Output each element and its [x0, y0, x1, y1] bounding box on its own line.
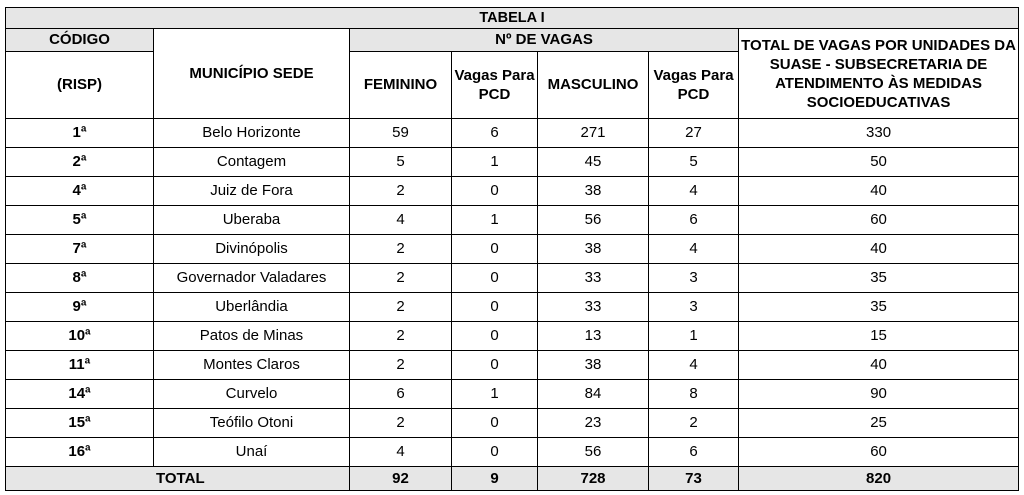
cell-pcd-feminino: 0: [452, 438, 538, 467]
cell-pcd-masculino: 3: [649, 264, 739, 293]
vacancies-table: [5, 7, 1019, 491]
header-vagas-group: Nº DE VAGAS: [350, 29, 739, 52]
cell-municipio: Divinópolis: [154, 235, 350, 264]
total-masculino: 728: [538, 467, 649, 491]
header-risp: (RISP): [6, 52, 154, 119]
cell-feminino: 59: [350, 119, 452, 148]
cell-municipio: Unaí: [154, 438, 350, 467]
cell-pcd-masculino: 27: [649, 119, 739, 148]
total-pcd-feminino: 9: [452, 467, 538, 491]
cell-municipio: Montes Claros: [154, 351, 350, 380]
cell-pcd-feminino: 0: [452, 177, 538, 206]
header-pcd-masculino: Vagas Para PCD: [649, 52, 739, 119]
cell-pcd-masculino: 3: [649, 293, 739, 322]
cell-pcd-feminino: 1: [452, 380, 538, 409]
table-row: [6, 438, 1019, 467]
header-total-vagas: TOTAL DE VAGAS POR UNIDADES DA SUASE - SUBSECRETARIA DE ATENDIMENTO ÀS MEDIDAS SOCIOEDUCATIVAS: [739, 29, 1019, 119]
cell-municipio: Teófilo Otoni: [154, 409, 350, 438]
cell-feminino: 5: [350, 148, 452, 177]
total-feminino: 92: [350, 467, 452, 491]
cell-masculino: 33: [538, 293, 649, 322]
table-row: [6, 235, 1019, 264]
cell-codigo: 10ª: [6, 322, 154, 351]
cell-masculino: 38: [538, 351, 649, 380]
cell-total: 25: [739, 409, 1019, 438]
cell-masculino: 38: [538, 235, 649, 264]
cell-codigo: 2ª: [6, 148, 154, 177]
cell-codigo: 11ª: [6, 351, 154, 380]
cell-municipio: Belo Horizonte: [154, 119, 350, 148]
header-feminino: FEMININO: [350, 52, 452, 119]
table-row: [6, 380, 1019, 409]
cell-feminino: 2: [350, 322, 452, 351]
cell-codigo: 14ª: [6, 380, 154, 409]
table-row: [6, 119, 1019, 148]
cell-pcd-masculino: 5: [649, 148, 739, 177]
cell-municipio: Governador Valadares: [154, 264, 350, 293]
header-masculino: MASCULINO: [538, 52, 649, 119]
cell-masculino: 13: [538, 322, 649, 351]
cell-total: 60: [739, 206, 1019, 235]
cell-total: 40: [739, 351, 1019, 380]
cell-pcd-feminino: 1: [452, 148, 538, 177]
cell-feminino: 6: [350, 380, 452, 409]
table-row: [6, 148, 1019, 177]
header-codigo: CÓDIGO: [6, 29, 154, 52]
cell-masculino: 56: [538, 206, 649, 235]
cell-codigo: 15ª: [6, 409, 154, 438]
cell-total: 60: [739, 438, 1019, 467]
total-pcd-masculino: 73: [649, 467, 739, 491]
total-geral: 820: [739, 467, 1019, 491]
cell-pcd-feminino: 0: [452, 264, 538, 293]
cell-masculino: 56: [538, 438, 649, 467]
cell-pcd-feminino: 1: [452, 206, 538, 235]
cell-municipio: Uberlândia: [154, 293, 350, 322]
cell-pcd-feminino: 0: [452, 409, 538, 438]
cell-masculino: 38: [538, 177, 649, 206]
total-label: TOTAL: [6, 467, 350, 491]
cell-feminino: 4: [350, 206, 452, 235]
cell-masculino: 45: [538, 148, 649, 177]
cell-codigo: 8ª: [6, 264, 154, 293]
cell-total: 40: [739, 177, 1019, 206]
cell-feminino: 4: [350, 438, 452, 467]
cell-total: 35: [739, 264, 1019, 293]
cell-pcd-masculino: 6: [649, 206, 739, 235]
table-title: TABELA I: [6, 8, 1019, 29]
cell-masculino: 23: [538, 409, 649, 438]
cell-total: 15: [739, 322, 1019, 351]
cell-feminino: 2: [350, 177, 452, 206]
table-row: [6, 264, 1019, 293]
cell-pcd-feminino: 0: [452, 293, 538, 322]
table-body: [6, 119, 1019, 467]
cell-pcd-masculino: 4: [649, 235, 739, 264]
header-pcd-feminino: Vagas Para PCD: [452, 52, 538, 119]
cell-municipio: Patos de Minas: [154, 322, 350, 351]
table-row: [6, 351, 1019, 380]
cell-masculino: 33: [538, 264, 649, 293]
cell-total: 50: [739, 148, 1019, 177]
cell-pcd-masculino: 1: [649, 322, 739, 351]
cell-pcd-masculino: 4: [649, 177, 739, 206]
header-municipio: MUNICÍPIO SEDE: [154, 29, 350, 119]
cell-codigo: 1ª: [6, 119, 154, 148]
table-row: [6, 409, 1019, 438]
cell-total: 40: [739, 235, 1019, 264]
cell-municipio: Uberaba: [154, 206, 350, 235]
cell-pcd-masculino: 6: [649, 438, 739, 467]
table-row: [6, 206, 1019, 235]
cell-pcd-masculino: 2: [649, 409, 739, 438]
cell-masculino: 271: [538, 119, 649, 148]
cell-pcd-feminino: 0: [452, 322, 538, 351]
cell-pcd-masculino: 8: [649, 380, 739, 409]
cell-municipio: Curvelo: [154, 380, 350, 409]
cell-municipio: Contagem: [154, 148, 350, 177]
vacancies-table-container: [5, 7, 1018, 491]
cell-feminino: 2: [350, 351, 452, 380]
cell-total: 90: [739, 380, 1019, 409]
cell-codigo: 16ª: [6, 438, 154, 467]
cell-codigo: 9ª: [6, 293, 154, 322]
cell-pcd-feminino: 6: [452, 119, 538, 148]
cell-feminino: 2: [350, 264, 452, 293]
cell-feminino: 2: [350, 409, 452, 438]
cell-codigo: 7ª: [6, 235, 154, 264]
cell-total: 330: [739, 119, 1019, 148]
cell-pcd-feminino: 0: [452, 235, 538, 264]
cell-municipio: Juiz de Fora: [154, 177, 350, 206]
cell-pcd-masculino: 4: [649, 351, 739, 380]
table-row: [6, 293, 1019, 322]
cell-feminino: 2: [350, 293, 452, 322]
cell-codigo: 4ª: [6, 177, 154, 206]
cell-pcd-feminino: 0: [452, 351, 538, 380]
table-row: [6, 322, 1019, 351]
cell-codigo: 5ª: [6, 206, 154, 235]
total-row: [6, 467, 1019, 491]
table-row: [6, 177, 1019, 206]
cell-feminino: 2: [350, 235, 452, 264]
cell-masculino: 84: [538, 380, 649, 409]
cell-total: 35: [739, 293, 1019, 322]
